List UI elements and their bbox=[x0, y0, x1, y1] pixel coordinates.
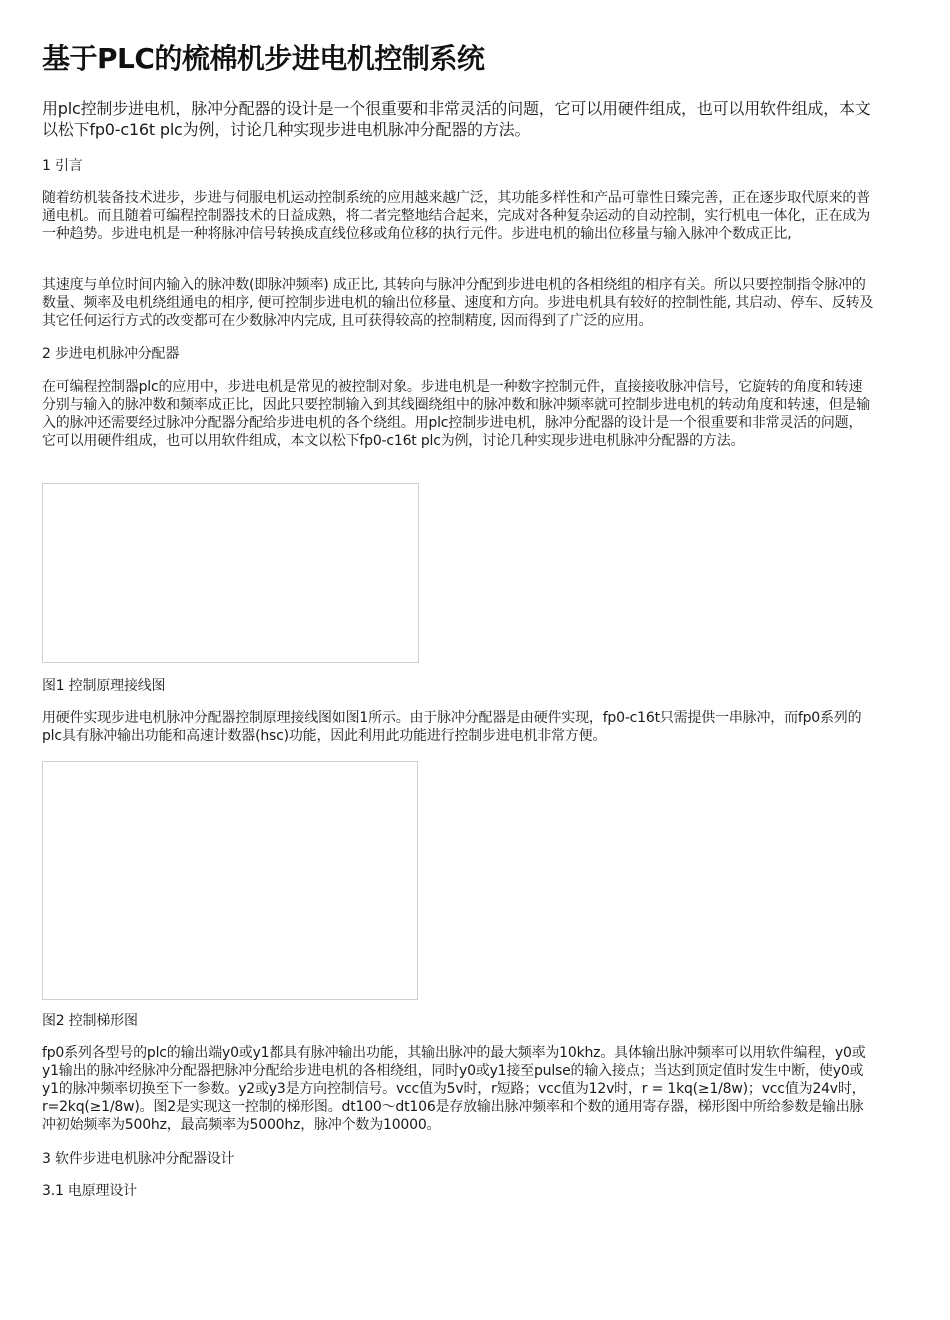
figure-2-image bbox=[42, 761, 418, 1000]
section-1-paragraph-1: 随着纺机装备技术进步，步进与伺服电机运动控制系统的应用越来越广泛，其功能多样性和产品可靠性日臻完善，正在逐步取代原来的普通电机。而且随着可编程控制器技术的日益成熟，将二者完整地结合起来，完成对各种复杂运动的自动控制，实行机电一体化，正在成为一种趋势。步进电机是一种将脉冲信号转换成直线位移或角位移的执行元件。步进电机的输出位移量与输入脉冲个数成正比, bbox=[42, 190, 870, 242]
section-2-heading: 2 步进电机脉冲分配器 bbox=[42, 346, 180, 362]
section-3-1-heading: 3.1 电原理设计 bbox=[42, 1183, 137, 1199]
abstract-paragraph: 用plc控制步进电机，脉冲分配器的设计是一个很重要和非常灵活的问题，它可以用硬件组成，也可以用软件组成，本文以松下fp0-c16t plc为例，讨论几种实现步进电机脉冲分配器的方法。 bbox=[42, 99, 871, 139]
figure-1-image bbox=[42, 483, 419, 663]
section-2-paragraph-1: 在可编程控制器plc的应用中，步进电机是常见的被控制对象。步进电机是一种数字控制元件，直接接收脉冲信号，它旋转的角度和转速分别与输入的脉冲数和频率成正比，因此只要控制输入到其线圈绕组中的脉冲数和脉冲频率就可控制步进电机的转动角度和转速，但是输入的脉冲还需要经过脉冲分配器分配给步进电机的各个绕组。用plc控制步进电机，脉冲分配器的设计是一个很重要和非常灵活的问题，它可以用硬件组成，也可以用软件组成，本文以松下fp0-c16t plc为例，讨论几种实现步进电机脉冲分配器的方法。 bbox=[42, 379, 870, 449]
page-title: 基于PLC的梳棉机步进电机控制系统 bbox=[42, 42, 485, 75]
section-3-heading: 3 软件步进电机脉冲分配器设计 bbox=[42, 1151, 235, 1167]
figure-2-caption: 图2 控制梯形图 bbox=[42, 1013, 138, 1029]
section-1-paragraph-2: 其速度与单位时间内输入的脉冲数(即脉冲频率) 成正比, 其转向与脉冲分配到步进电机的各相绕组的相序有关。所以只要控制指令脉冲的数量、频率及电机绕组通电的相序, 便可控制步进电机的输出位移量、速度和方向。步进电机具有较好的控制性能, 其启动、停车、反转及其它任何运行方式的改变都可在少数脉冲内完成, 且可获得较高的控制精度, 因而得到了广泛的应用。 bbox=[42, 277, 874, 329]
figure-1-caption: 图1 控制原理接线图 bbox=[42, 678, 166, 694]
section-1-heading: 1 引言 bbox=[42, 158, 83, 174]
section-2-paragraph-3: fp0系列各型号的plc的输出端y0或y1都具有脉冲输出功能，其输出脉冲的最大频率为10khz。具体输出脉冲频率可以用软件编程，y0或y1输出的脉冲经脉冲分配器把脉冲分配给步进电机的各相绕组，同时y0或y1接至pulse的输入接点；当达到顶定值时发生中断，使y0或y1的脉冲频率切换至下一参数。y2或y3是方向控制信号。vcc值为5v时，r短路；vcc值为12v时，r = 1kq(≥1/8w)；vcc值为24v时，r=2kq(≥1/8w)。图2是实现这一控制的梯形图。dt100～dt106是存放输出脉冲频率和个数的通用寄存器，梯形图中所给参数是输出脉冲初始频率为500hz，最高频率为5000hz，脉冲个数为10000。 bbox=[42, 1045, 866, 1133]
section-2-paragraph-2: 用硬件实现步进电机脉冲分配器控制原理接线图如图1所示。由于脉冲分配器是由硬件实现，fp0-c16t只需提供一串脉冲，而fp0系列的plc具有脉冲输出功能和高速计数器(hsc)功能，因此利用此功能进行控制步进电机非常方便。 bbox=[42, 710, 862, 744]
